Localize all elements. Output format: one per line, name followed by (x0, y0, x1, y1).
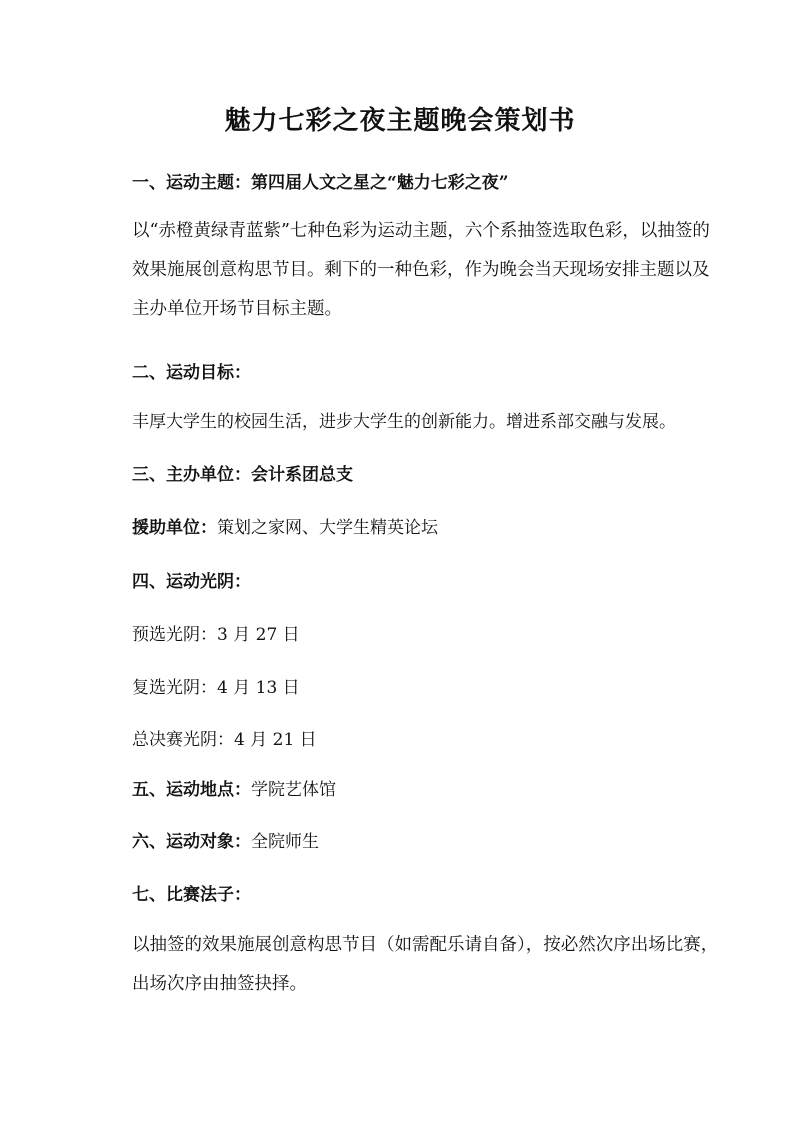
section1-heading: 一、运动主题：第四届人文之星之“魅力七彩之夜” (132, 173, 509, 193)
section6-label: 六、运动对象： (132, 832, 251, 852)
section7-heading: 七、比赛法子： (132, 885, 251, 905)
section6-line (132, 827, 319, 852)
section2-heading: 二、运动目标： (132, 363, 251, 383)
section2-body: 丰厚大学生的校园生活，进步大学生的创新能力。增进系部交融与发展。 (132, 412, 676, 432)
support-line (132, 513, 438, 538)
section7-body-text: 以抽签的效果施展创意构思节目（如需配乐请自备），按必然次序出场比赛，出场次序由抽签抉择。 (132, 935, 719, 994)
section6-value: 全院师生 (251, 832, 319, 852)
schedule-item-second-round: 复选光阴：4 月 13 日 (132, 678, 300, 698)
section3-heading: 三、主办单位：会计系团总支 (132, 465, 353, 485)
schedule-item-preliminary: 预选光阴：3 月 27 日 (132, 625, 300, 645)
section5-label: 五、运动地点： (132, 780, 251, 800)
document-title: 魅力七彩之夜主题晚会策划书 (224, 106, 576, 136)
support-value: 策划之家网、大学生精英论坛 (217, 518, 438, 538)
section4-heading: 四、运动光阴： (132, 572, 251, 592)
support-label: 援助单位： (132, 518, 217, 538)
schedule-item-final: 总决赛光阴：4 月 21 日 (132, 730, 317, 750)
section5-value: 学院艺体馆 (251, 780, 336, 800)
section5-line (132, 775, 336, 800)
section1-body (90, 212, 720, 329)
section7-body (90, 926, 720, 1004)
section1-body-text: 以“赤橙黄绿青蓝紫”七种色彩为运动主题，六个系抽签选取色彩，以抽签的效果施展创意构思节目。剩下的一种色彩，作为晚会当天现场安排主题以及主办单位开场节目标主题。 (132, 221, 710, 319)
